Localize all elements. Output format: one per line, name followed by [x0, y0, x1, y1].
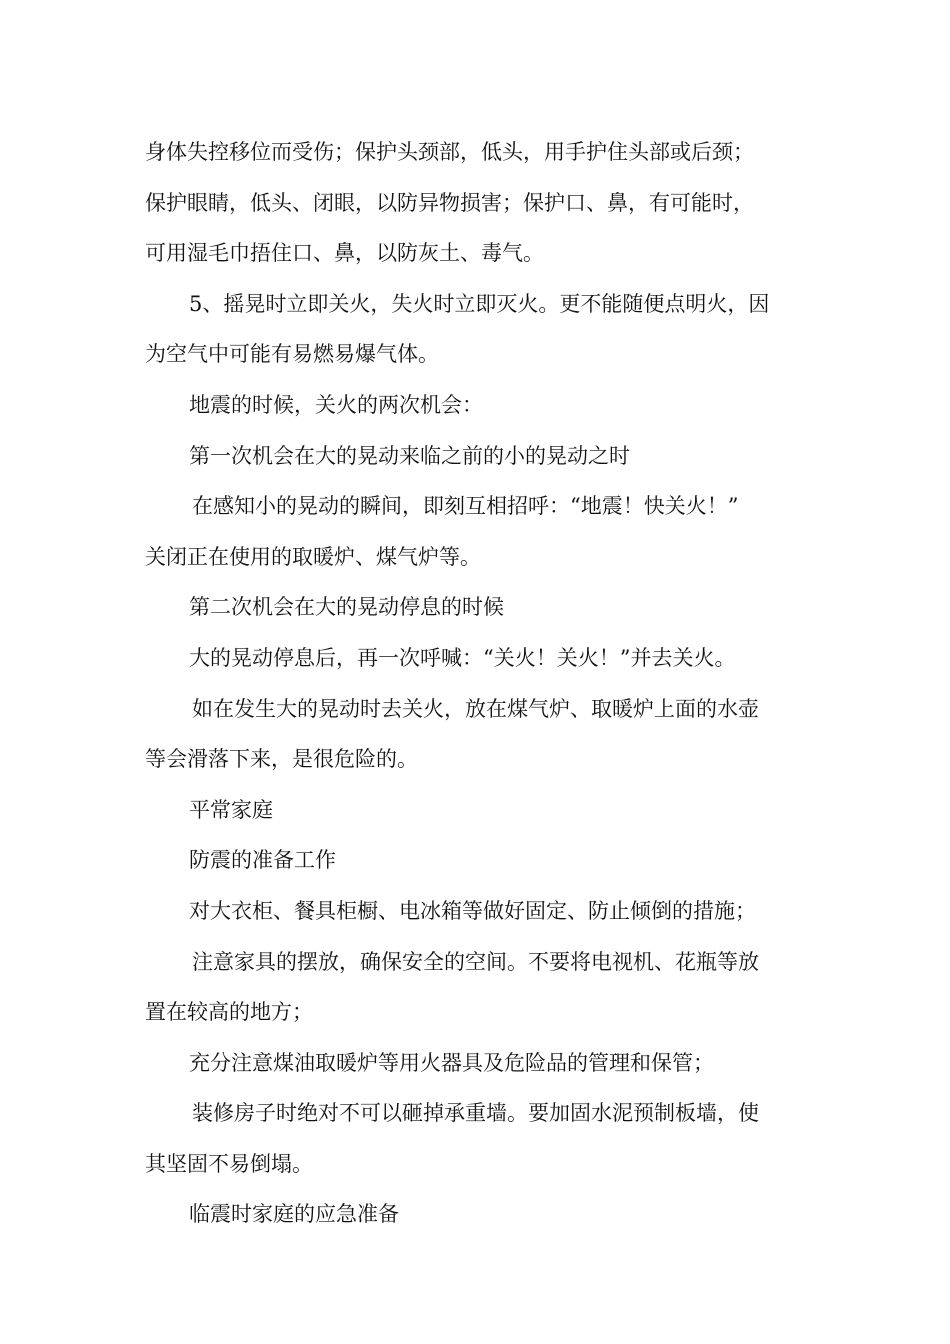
text-line: 注意家具的摆放，确保安全的空间。不要将电视机、花瓶等放	[192, 949, 759, 974]
text-line: 在感知小的晃动的瞬间，即刻互相招呼：“地震！快关火！”	[192, 494, 739, 519]
text-line: 关闭正在使用的取暖炉、煤气炉等。	[145, 544, 481, 569]
text-line: 平常家庭	[189, 797, 273, 822]
text-line: 为空气中可能有易燃易爆气体。	[145, 342, 439, 367]
text-line: 第二次机会在大的晃动停息的时候	[189, 595, 504, 620]
text-line: 充分注意煤油取暖炉等用火器具及危险品的管理和保管；	[189, 1050, 714, 1075]
text-line: 5、摇晃时立即关火，失火时立即灭火。更不能随便点明火，因	[189, 291, 770, 316]
text-line: 可用湿毛巾捂住口、鼻，以防灰土、毒气。	[145, 241, 544, 266]
text-line: 第一次机会在大的晃动来临之前的小的晃动之时	[189, 443, 630, 468]
text-line: 大的晃动停息后，再一次呼喊：“关火！关火！”并去关火。	[189, 645, 736, 670]
text-line: 如在发生大的晃动时去关火，放在煤气炉、取暖炉上面的水壶	[192, 696, 759, 721]
text-line: 临震时家庭的应急准备	[189, 1202, 399, 1227]
text-line: 地震的时候，关火的两次机会：	[189, 392, 483, 417]
document-page	[145, 127, 810, 1240]
text-line: 置在较高的地方；	[145, 1000, 313, 1025]
text-line: 装修房子时绝对不可以砸掉承重墙。要加固水泥预制板墙，使	[192, 1101, 759, 1126]
text-line: 保护眼睛，低头、闭眼，以防异物损害；保护口、鼻，有可能时，	[145, 190, 754, 215]
text-line: 其坚固不易倒塌。	[145, 1151, 313, 1176]
text-line: 防震的准备工作	[189, 848, 336, 873]
text-line: 等会滑落下来，是很危险的。	[145, 747, 418, 772]
text-line: 对大衣柜、餐具柜橱、电冰箱等做好固定、防止倾倒的措施；	[189, 898, 756, 923]
text-line: 身体失控移位而受伤；保护头颈部，低头，用手护住头部或后颈；	[145, 140, 754, 164]
